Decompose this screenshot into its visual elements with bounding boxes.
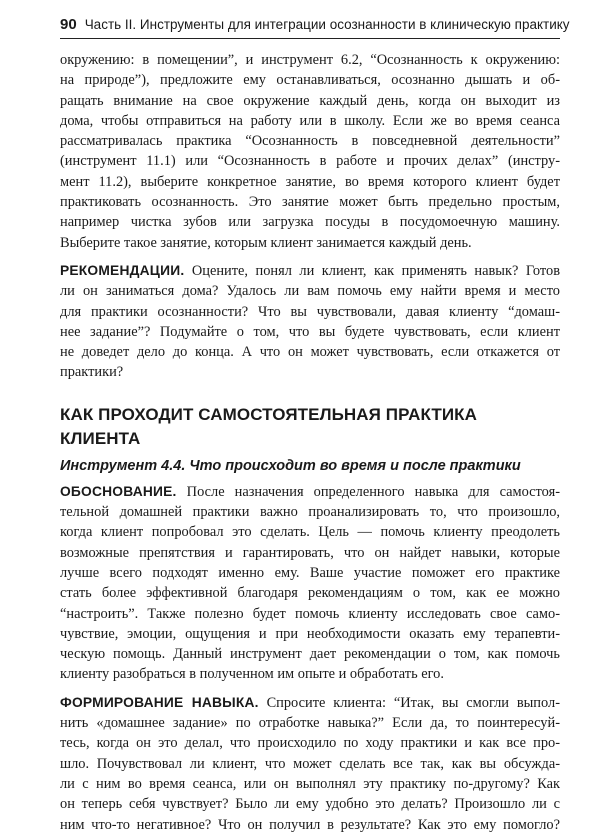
- text-line: Выберите такое занятие, которым клиент занимается каждый день.: [60, 234, 472, 251]
- text-line: нее задание”? Подумайте о том, что вы будете чувствовать, если клиент: [60, 323, 560, 340]
- running-header: [60, 16, 570, 33]
- text-line: ческую помощь. Данный инструмент дает рекомендации о том, как помочь: [60, 646, 560, 663]
- paragraph-lead: ОБОСНОВАНИЕ.: [60, 483, 177, 499]
- text-line: окружению: в помещении”, и инструмент 6.2, “Осознанность к окружению:: [60, 52, 560, 68]
- paragraph-recommendations: [60, 261, 560, 383]
- text-line: практики?: [60, 364, 124, 381]
- text-line: ним что-то негативное? Что он получил в результате? Как это ему помогло?: [60, 816, 560, 833]
- text-line: шло. Почувствовал ли клиент, что может сделать все так, как вы обсужда-: [60, 755, 560, 772]
- text-line: не доведет дело до конца. А что он может чувствовать, если откажется от: [60, 344, 560, 361]
- text-line: когда клиент попробовал это сделать. Цель — помочь клиенту преодолеть: [60, 524, 560, 541]
- text-line: ли с ним во время сеанса, или он выполнял эту практику по-другому? Как: [60, 775, 560, 792]
- running-title: Часть II. Инструменты для интеграции осознанности в клиническую практику: [84, 17, 570, 32]
- text-line: возможные препятствия и гарантировать, что он найдет навыки, которые: [60, 544, 560, 561]
- text-line: дома, чтобы отправиться на работу или в школу. Если же во время сеанса: [60, 112, 560, 129]
- paragraph-skill-building: [60, 693, 560, 835]
- text-line: чувствие, эмоции, ощущения и при необходимости оказать ему терапевти-: [60, 625, 560, 642]
- text-line: например чистка зубов или загрузка посуды в посудомоечную машину.: [60, 214, 560, 231]
- text-line: ФОРМИРОВАНИЕ НАВЫКА. Спросите клиента: “Итак, вы смогли выпол-: [60, 694, 560, 711]
- header-rule: [60, 38, 560, 39]
- text-line: ли он заниматься дома? Удалось ли вам помочь ему найти время и место: [60, 283, 560, 300]
- text-line: “настроить”. Также полезно будет помочь клиенту исследовать свое само-: [60, 605, 560, 622]
- paragraph-rationale: [60, 482, 560, 685]
- body-text: [60, 50, 560, 835]
- text-line: практиковать осознанность. Это занятие может быть предельно простым,: [60, 194, 560, 211]
- text-line: ращать внимание на свое окружение каждый день, когда он выходит из: [60, 92, 560, 109]
- text-line: он теперь себя чувствует? Было ли ему удобно это делать? Произошло ли с: [60, 796, 560, 813]
- text-line: рассматривалась практика “Осознанность в повседневной деятельности”: [60, 133, 560, 150]
- paragraph-lead: ФОРМИРОВАНИЕ НАВЫКА.: [60, 694, 259, 710]
- text-line: ОБОСНОВАНИЕ. После назначения определенного навыка для самостоя-: [60, 483, 560, 500]
- tool-title: Инструмент 4.4. Что происходит во время и после практики: [60, 457, 521, 474]
- paragraph-lead: РЕКОМЕНДАЦИИ.: [60, 262, 185, 278]
- text-line: клиенту разобраться в полученном им опыте и обработать его.: [60, 666, 444, 683]
- section-title: КАК ПРОХОДИТ САМОСТОЯТЕЛЬНАЯ ПРАКТИКА КЛИЕНТА: [60, 404, 478, 448]
- text-line: для практики осознанности? Что вы чувствовали, давая клиенту “домаш-: [60, 303, 560, 320]
- page-number: 90: [60, 16, 77, 33]
- text-line: РЕКОМЕНДАЦИИ. Оцените, понял ли клиент, как применять навык? Готов: [60, 262, 560, 279]
- text-line: (инструмент 11.1) или “Осознанность в работе и прочих делах” (инстру-: [60, 153, 560, 170]
- text-line: на природе”), предложите ему останавливаться, осознанно дышать и об-: [60, 72, 560, 89]
- text-line: тельной домашней практики важно проанализировать то, что произошло,: [60, 504, 560, 521]
- text-line: лучше всего подходят именно ему. Ваше участие поможет его практике: [60, 564, 560, 581]
- text-line: мент 11.2), выберите конкретное занятие, во время которого клиент будет: [60, 173, 560, 190]
- text-line: стать более эффективной благодаря рекомендациям о том, как ее можно: [60, 585, 560, 602]
- text-line: нить «домашнее задание» по отработке навыка?” Если да, то поинтересуй-: [60, 715, 560, 732]
- text-line: тесь, когда он это делал, что происходило по ходу практики и как все про-: [60, 735, 560, 752]
- paragraph-continuation: [60, 50, 560, 253]
